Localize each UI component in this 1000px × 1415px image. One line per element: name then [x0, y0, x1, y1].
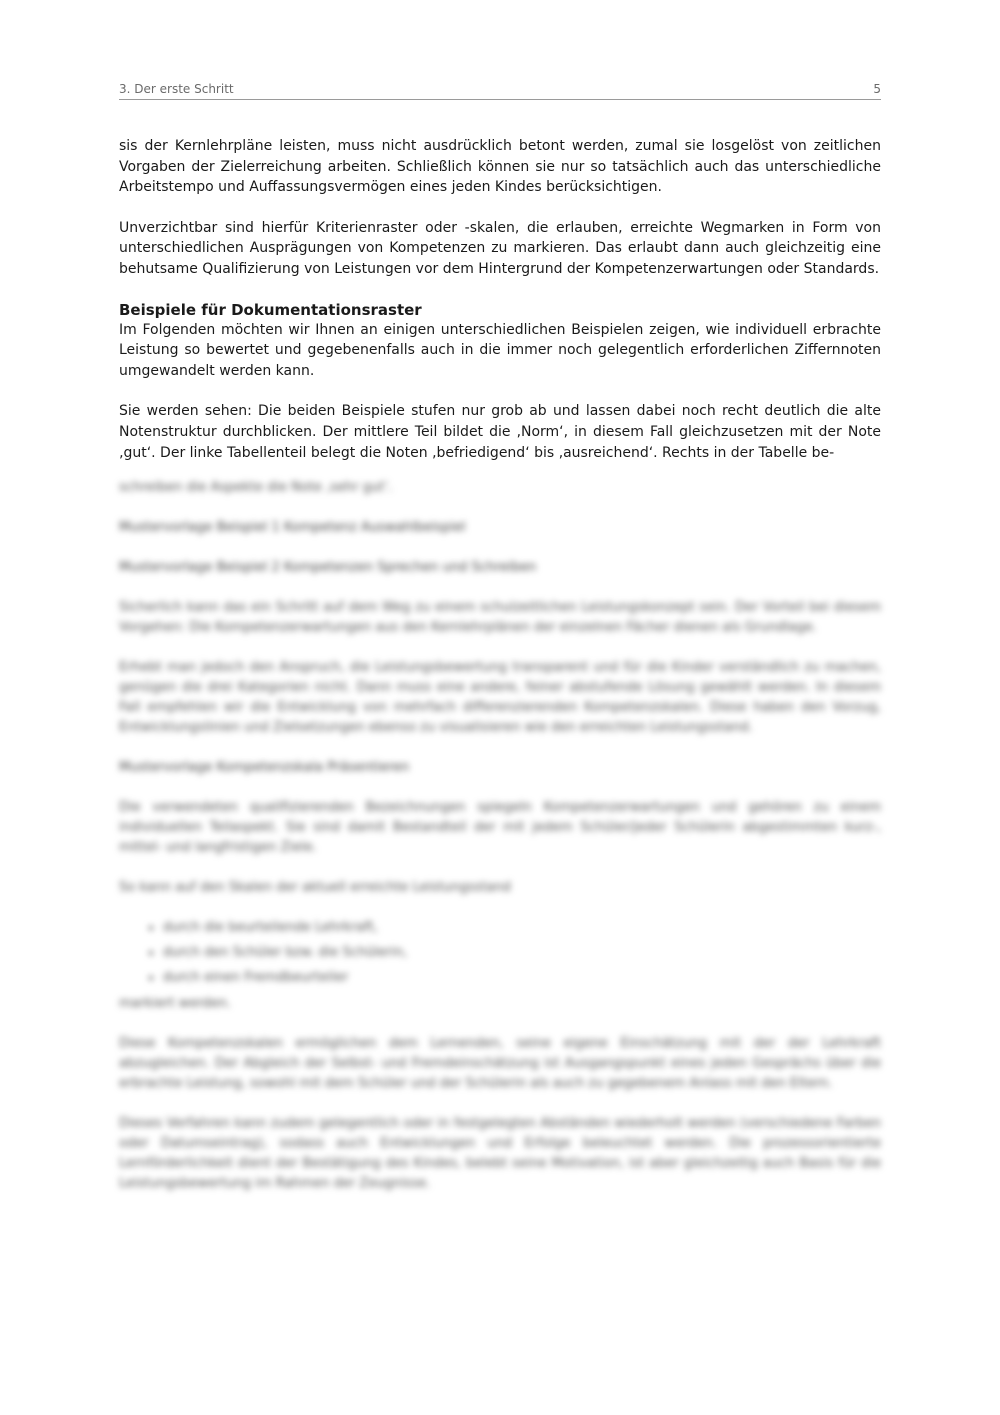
figure-caption-2: Mustervorlage Beispiel 2 Kompetenzen Sprechen und Schreiben	[119, 560, 537, 575]
paragraph-1: sis der Kernlehrpläne leisten, muss nicht ausdrücklich betont werden, zumal sie losgelöst von zeitlichen Vorgaben der Zielerreichung arbeiten. Schließlich können sie nur so tatsächlich auch das unterschiedliche Arbeitstempo und Auffassungsvermögen eines jeden Kindes berücksichtigen.	[119, 138, 881, 196]
figure-caption-3: Mustervorlage Kompetenzskala Präsentieren	[119, 760, 410, 775]
figure-caption-1: Mustervorlage Beispiel 1 Kompetenz Auswahlbeispiel	[119, 520, 466, 535]
main-text	[119, 136, 881, 463]
paragraph-6: Erhebt man jedoch den Anspruch, die Leistungsbewertung transparent und für die Kinder verständlich zu machen, genügen die drei Kategorien nicht. Dann muss eine andere, feiner abstufende Lösung gewählt werden. In diesem Fall empfehlen wir die Entwicklung von mehrfach differenzierenden Kompetenzskalen. Diese haben den Vorzug, Entwicklungslinien und Zielsetzungen ebenso zu visualisieren wie den erreichten Leistungsstand.	[119, 660, 881, 735]
section-heading: Beispiele für Dokumentationsraster	[119, 300, 422, 319]
paragraph-4: Sie werden sehen: Die beiden Beispiele stufen nur grob ab und lassen dabei noch recht deutlich die alte Notenstruktur durchblicken. Der mittlere Teil bildet die ‚Norm‘, in diesem Fall gleichzusetzen mit der Note ‚gut‘. Der linke Tabellenteil belegt die Noten ‚befriedigend‘ bis ‚ausreichend‘. Rechts in der Tabelle be-	[119, 403, 881, 461]
paragraph-3: Im Folgenden möchten wir Ihnen an einigen unterschiedlichen Beispielen zeigen, wie individuell erbrachte Leistung so bewertet und gegebenenfalls auch in die immer noch gelegentlich erforderlichen Ziffernnoten umgewandelt werden kann.	[119, 321, 881, 379]
paragraph-9: markiert werden.	[119, 996, 232, 1011]
paragraph-2: Unverzichtbar sind hierfür Kriterienraster oder -skalen, die erlauben, erreichte Wegmarken in Form von unterschiedlichen Ausprägungen von Kompetenzen zu markieren. Das erlaubt dann auch gleichzeitig eine behutsame Qualifizierung von Leistungen vor dem Hintergrund der Kompetenzerwartungen oder Standards.	[119, 219, 881, 277]
blurred-preview-region	[119, 478, 881, 1214]
page-number: 5	[873, 82, 881, 96]
list-item: • durch einen Fremdbeurteiler	[163, 968, 881, 988]
paragraph-10: Diese Kompetenzskalen ermöglichen dem Lernenden, seine eigene Einschätzung mit der der Lehrkraft abzugleichen. Der Abgleich der Selbst- und Fremdeinschätzung ist Ausgangspunkt eines jeden Gesprächs über die erbrachte Leistung, sowohl mit dem Schüler und der Schülerin als auch zu gegebenem Anlass mit den Eltern.	[119, 1036, 881, 1091]
paragraph-7: Die verwendeten qualifizierenden Bezeichnungen spiegeln Kompetenzerwartungen und gehören zu einem individuellen Teilaspekt. Sie sind damit Bestandteil der mit jedem Schüler/jeder Schülerin abgestimmten kurz-, mittel- und langfristigen Ziele.	[119, 800, 881, 855]
bullet-list	[119, 918, 881, 988]
running-header	[119, 82, 881, 100]
list-item: • durch die beurteilende Lehrkraft,	[163, 918, 881, 938]
chapter-title: 3. Der erste Schritt	[119, 82, 234, 96]
paragraph-5: Sicherlich kann das ein Schritt auf dem Weg zu einem schulzeitlichen Leistungskonzept sein. Der Vorteil bei diesem Vorgehen: Die Kompetenzerwartungen aus den Kernlehrplänen der einzelnen Fächer dienen als Grundlage.	[119, 600, 881, 635]
paragraph-4-tail: schreiben die Aspekte die Note ‚sehr gut‘.	[119, 480, 393, 495]
paragraph-11: Dieses Verfahren kann zudem gelegentlich oder in festgelegten Abständen wiederholt werden (verschiedene Farben oder Datumseintrag), sodass auch Entwicklungen und Erfolge beleuchtet werden. Die prozessorientierte Lernförderlichkeit dient der Bestätigung des Kindes, belebt seine Motivation, ist aber gleichzeitig auch Basis für die Leistungsbewertung im Rahmen der Zeugnisse.	[119, 1116, 881, 1191]
list-item: • durch den Schüler bzw. die Schülerin,	[163, 943, 881, 963]
paragraph-8: So kann auf den Skalen der aktuell erreichte Leistungsstand	[119, 880, 511, 895]
